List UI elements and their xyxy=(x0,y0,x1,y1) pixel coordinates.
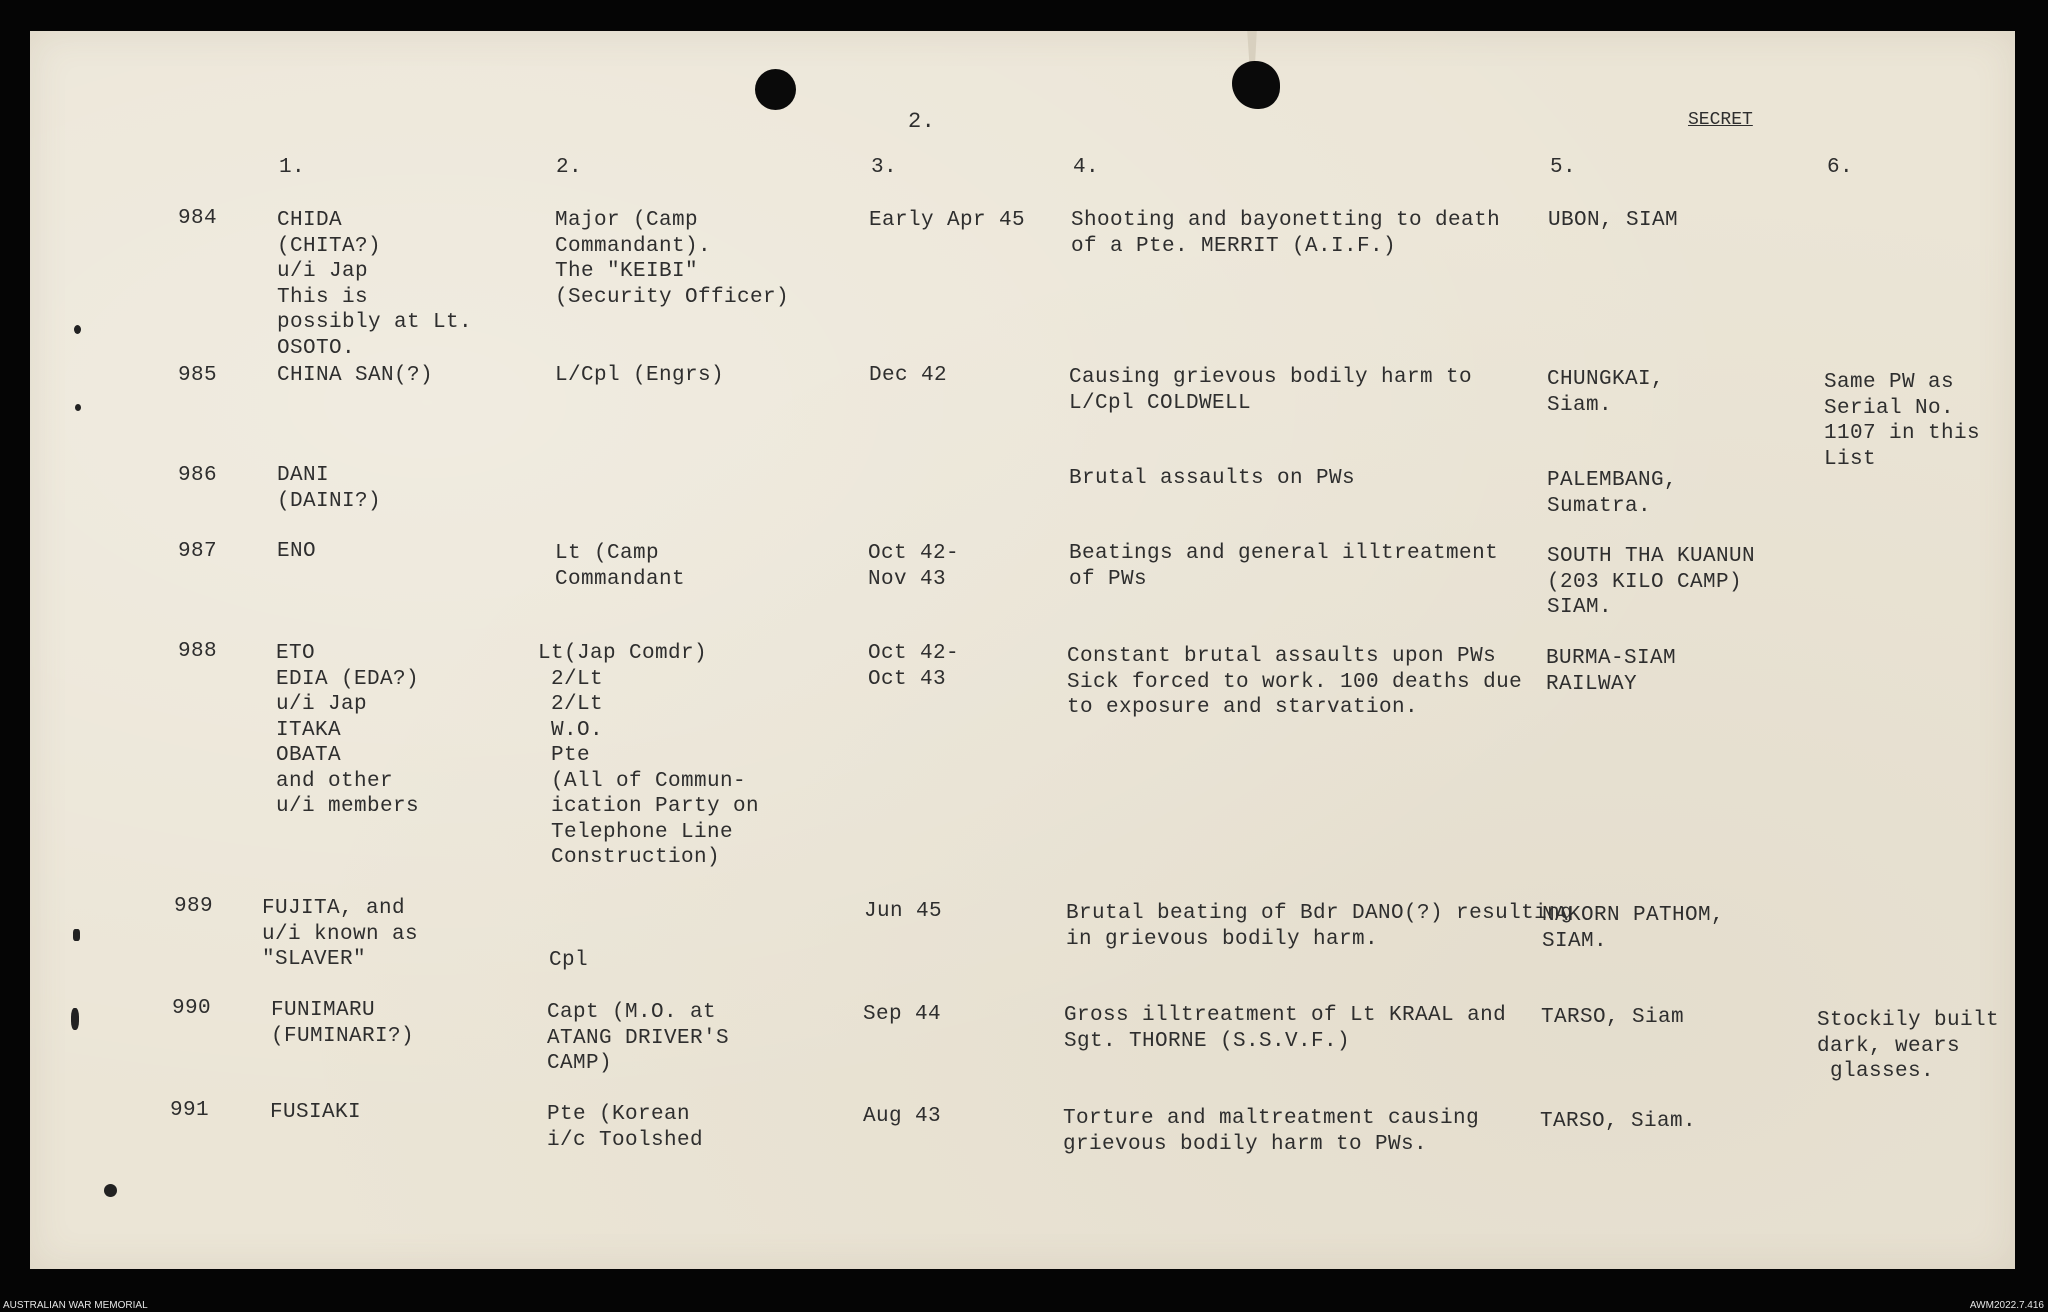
offence-date: Sep 44 xyxy=(863,1003,942,1026)
offence-description: Gross illtreatment of Lt KRAAL and Sgt. THORNE (S.S.V.F.) xyxy=(1064,1004,1507,1053)
offence-place: TARSO, Siam. xyxy=(1540,1110,1697,1133)
offence-description: Causing grievous bodily harm to L/Cpl COLDWELL xyxy=(1069,366,1473,415)
offence-place: BURMA-SIAM RAILWAY xyxy=(1546,647,1677,696)
accused-name: ENO xyxy=(277,540,317,563)
offence-date: Oct 42- Nov 43 xyxy=(868,542,960,591)
offence-date: Aug 43 xyxy=(863,1105,942,1128)
serial-number: 989 xyxy=(174,895,214,918)
offence-description: Constant brutal assaults upon PWs Sick forced to work. 100 deaths due to exposure and starvation. xyxy=(1067,645,1523,719)
accused-name: FUSIAKI xyxy=(270,1101,362,1124)
column-header-2: 2. xyxy=(556,156,583,179)
accused-name: FUNIMARU (FUMINARI?) xyxy=(271,999,415,1048)
offence-description: Shooting and bayonetting to death of a Pte. MERRIT (A.I.F.) xyxy=(1071,209,1501,258)
paper-mark xyxy=(74,325,81,334)
footer-credit: AUSTRALIAN WAR MEMORIAL xyxy=(3,1300,148,1311)
accused-name: CHIDA (CHITA?) u/i Jap This is possibly at Lt. OSOTO. xyxy=(277,209,473,360)
offence-place: SOUTH THA KUANUN (203 KILO CAMP) SIAM. xyxy=(1547,545,1756,619)
paper-mark xyxy=(73,929,80,941)
remarks: Stockily built dark, wears glasses. xyxy=(1817,1009,2000,1083)
offence-date: Oct 42- Oct 43 xyxy=(868,642,960,691)
serial-number: 990 xyxy=(172,997,212,1020)
serial-number: 988 xyxy=(178,640,218,663)
offence-place: CHUNGKAI, Siam. xyxy=(1547,368,1665,417)
footer-reference: AWM2022.7.416 xyxy=(1969,1300,2044,1311)
column-header-1: 1. xyxy=(279,156,306,179)
rank-unit: Major (Camp Commandant). The "KEIBI" (Security Officer) xyxy=(555,209,790,309)
classification-stamp: SECRET xyxy=(1688,110,1753,130)
rank-unit: Pte (Korean i/c Toolshed xyxy=(547,1103,704,1152)
column-header-3: 3. xyxy=(871,156,898,179)
serial-number: 986 xyxy=(178,464,218,487)
offence-place: TARSO, Siam xyxy=(1541,1006,1685,1029)
offence-description: Brutal beating of Bdr DANO(?) resulting in grievous bodily harm. xyxy=(1066,902,1574,951)
page-number: 2. xyxy=(908,109,936,134)
remarks: Same PW as Serial No. 1107 in this List xyxy=(1824,371,1981,471)
serial-number: 985 xyxy=(178,364,218,387)
serial-number: 984 xyxy=(178,207,218,230)
offence-date: Dec 42 xyxy=(869,364,948,387)
serial-number: 987 xyxy=(178,540,218,563)
rank-unit: Capt (M.O. at ATANG DRIVER'S CAMP) xyxy=(547,1001,730,1075)
column-header-6: 6. xyxy=(1827,156,1854,179)
offence-date: Jun 45 xyxy=(864,900,943,923)
accused-name: FUJITA, and u/i known as "SLAVER" xyxy=(262,897,419,971)
accused-name: CHINA SAN(?) xyxy=(277,364,434,387)
column-header-4: 4. xyxy=(1073,156,1100,179)
offence-date: Early Apr 45 xyxy=(869,209,1026,232)
punch-hole xyxy=(755,69,796,110)
paper-mark xyxy=(75,404,81,411)
rank-unit: Cpl xyxy=(549,949,589,972)
accused-name: DANI (DAINI?) xyxy=(277,464,382,513)
column-header-5: 5. xyxy=(1550,156,1577,179)
punch-hole xyxy=(1232,61,1280,109)
paper-mark xyxy=(71,1008,79,1030)
offence-place: PALEMBANG, Sumatra. xyxy=(1547,469,1678,518)
rank-unit: Lt (Camp Commandant xyxy=(555,542,686,591)
offence-place: UBON, SIAM xyxy=(1548,209,1679,232)
document-page xyxy=(30,31,2015,1269)
offence-description: Torture and maltreatment causing grievous bodily harm to PWs. xyxy=(1063,1107,1480,1156)
paper-mark xyxy=(104,1184,117,1197)
accused-name: ETO EDIA (EDA?) u/i Jap ITAKA OBATA and other u/i members xyxy=(276,642,420,818)
rank-unit: Lt(Jap Comdr) 2/Lt 2/Lt W.O. Pte (All of Commun- ication Party on Telephone Line Construction) xyxy=(538,642,760,869)
offence-description: Beatings and general illtreatment of PWs xyxy=(1069,542,1499,591)
offence-description: Brutal assaults on PWs xyxy=(1069,467,1356,490)
rank-unit: L/Cpl (Engrs) xyxy=(555,364,725,387)
offence-place: NAKORN PATHOM, SIAM. xyxy=(1542,904,1725,953)
serial-number: 991 xyxy=(170,1099,210,1122)
